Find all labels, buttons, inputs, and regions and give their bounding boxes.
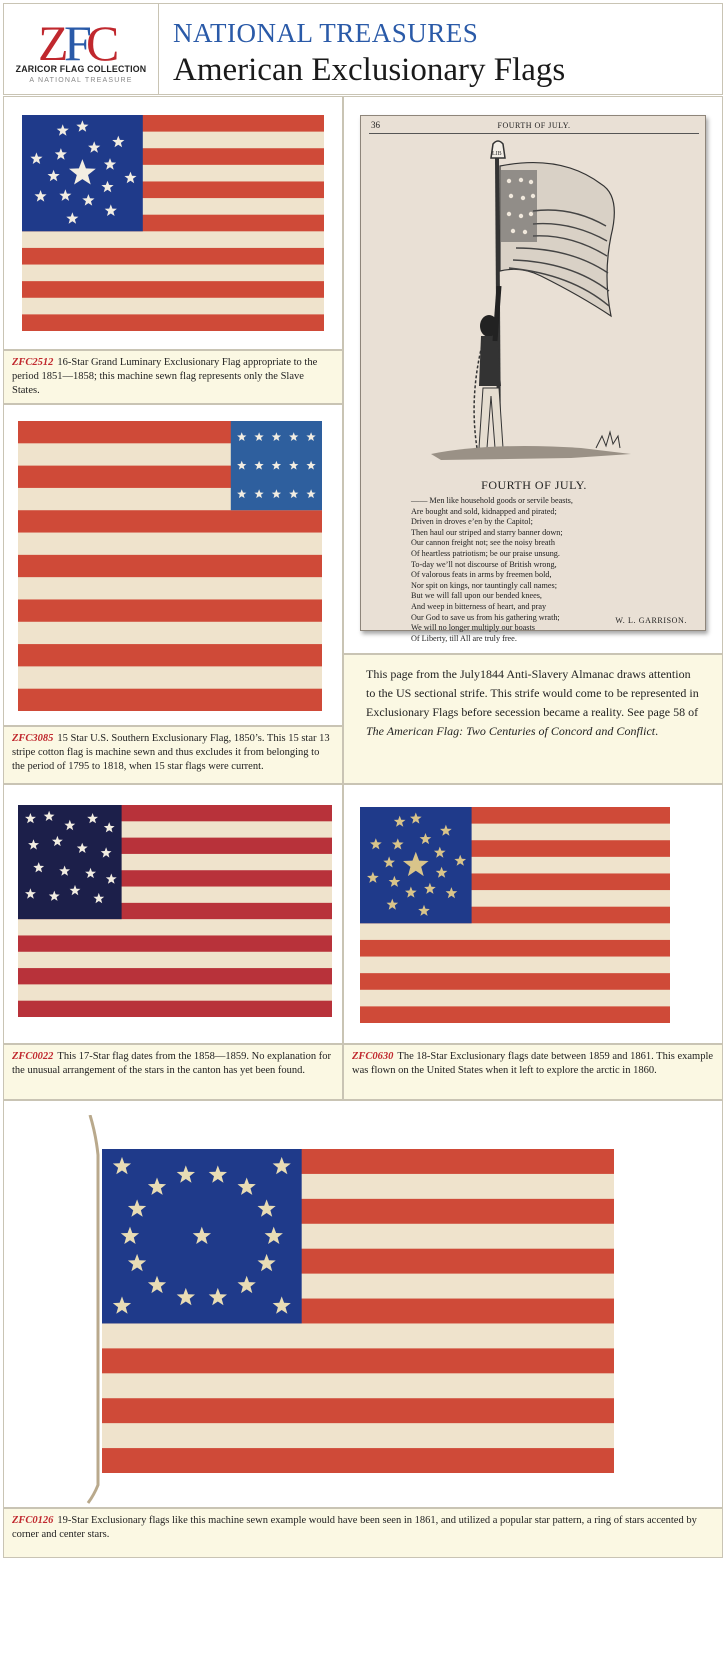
poem-line: Our God to save us from his gathering wrath; xyxy=(411,612,560,622)
title-panel xyxy=(159,3,723,95)
flag-stripe xyxy=(18,984,332,1001)
flag-stripe xyxy=(18,952,332,969)
flag-stripe xyxy=(360,940,670,957)
caption-zfc0630 xyxy=(343,1044,723,1100)
ground xyxy=(431,446,631,460)
book-title: The American Flag: Two Centuries of Concord and Conflict xyxy=(366,724,656,738)
freedom-illustration-icon xyxy=(421,136,661,466)
almanac-page xyxy=(360,115,706,643)
flag-rope-icon xyxy=(84,1115,104,1505)
caption-zfc3085 xyxy=(3,726,343,784)
catalog-code: ZFC2512 xyxy=(12,357,54,368)
flag-stripe xyxy=(22,265,324,282)
poem-line: But we will fall upon our bended knees, xyxy=(411,591,542,601)
poem-line: Of Liberty, till All are truly free. xyxy=(411,633,517,643)
flag-stripe xyxy=(18,968,332,985)
flag-stripe xyxy=(102,1423,614,1448)
flag-photo-zfc2512 xyxy=(3,96,343,350)
caption-zfc0126 xyxy=(3,1508,723,1558)
cap-label: LIB xyxy=(492,151,502,157)
logo-tagline: A NATIONAL TREASURE xyxy=(29,77,133,84)
poem-line: Of valorous feats in arms by freemen bold, xyxy=(411,570,552,580)
logo-name: ZARICOR FLAG COLLECTION xyxy=(15,64,147,74)
caption-text: The 18-Star Exclusionary flags date between 1859 and 1861. This example was flown on the United States when it left to explore the arctic in 1860. xyxy=(352,1051,714,1076)
flag-stripe xyxy=(102,1323,614,1348)
poem-line: Our cannon freight not; see the noisy breath xyxy=(411,538,555,548)
flag-photo-zfc3085 xyxy=(3,404,343,726)
logo-letter-f: F xyxy=(64,15,92,70)
catalog-code: ZFC0630 xyxy=(352,1051,394,1062)
flag-stripe xyxy=(22,248,324,265)
flag-stripe xyxy=(18,666,322,689)
flag-16-star-icon xyxy=(22,115,324,331)
flag-stripe xyxy=(18,1001,332,1017)
flag-15-star-icon xyxy=(18,421,322,711)
caption-zfc0022 xyxy=(3,1044,343,1100)
section-heading: NATIONAL TREASURES xyxy=(173,18,479,48)
poem-line: And weep in bitterness of heart, and pray xyxy=(411,601,547,611)
description-text: This page from the July1844 Anti-Slavery Almanac draws attention to the US sectional strife. This strife would come to be represented in Exclusionary Flags before secession became a reality. See page 58 of xyxy=(366,667,699,719)
flag-stripe xyxy=(18,510,322,533)
catalog-code: ZFC3085 xyxy=(12,733,54,744)
poem-line: Are bought and sold, kidnapped and pirated; xyxy=(411,506,557,516)
grass xyxy=(596,432,620,448)
flag-stripe xyxy=(102,1373,614,1398)
poem-line: Nor spit on kings, nor tauntingly call names; xyxy=(411,580,557,590)
caption-zfc2512 xyxy=(3,350,343,404)
poem-line: Then haul our striped and starry banner down; xyxy=(411,527,563,537)
flag-stripe xyxy=(22,281,324,298)
flag-stripe xyxy=(360,923,670,940)
illustration-title: FOURTH OF JULY. xyxy=(481,478,587,492)
flag-photo-zfc0126 xyxy=(3,1100,723,1508)
flag-stripe xyxy=(102,1398,614,1423)
page-title: American Exclusionary Flags xyxy=(173,52,566,88)
poem-line: Driven in droves e’en by the Capitol; xyxy=(411,517,533,527)
poem-line: —— Men like household goods or servile beasts, xyxy=(411,496,573,505)
description-end: . xyxy=(655,724,659,738)
flag-stripe xyxy=(360,973,670,990)
caption-text: 16-Star Grand Luminary Exclusionary Flag appropriate to the period 1851—1858; this machine sewn flag represents only the Slave States. xyxy=(12,357,318,396)
flag-stripe xyxy=(360,1006,670,1023)
catalog-code: ZFC0022 xyxy=(12,1051,54,1062)
zfc-logo-icon xyxy=(4,10,158,70)
flag-stripe xyxy=(22,298,324,315)
flag-stripe xyxy=(360,957,670,974)
flag-stripe xyxy=(22,314,324,331)
flag-stripe xyxy=(18,555,322,578)
flag-photo-zfc0022 xyxy=(3,784,343,1044)
flag-stripe xyxy=(18,577,322,600)
logo-panel xyxy=(3,3,159,95)
flag-stripe xyxy=(18,533,322,556)
catalog-code: ZFC0126 xyxy=(12,1515,54,1526)
flag-stripe xyxy=(18,599,322,622)
poem-author: W. L. GARRISON. xyxy=(615,616,687,625)
flag-stripe xyxy=(18,935,332,952)
caption-text: 15 Star U.S. Southern Exclusionary Flag, 1850’s. This 15 star 13 stripe cotton flag is machine sewn and thus excludes it from belonging to the period of 1795 to 1818, when 15 star flags were current. xyxy=(12,733,330,772)
flag-stripe xyxy=(102,1348,614,1373)
flag-stripe xyxy=(22,231,324,248)
poem-line: Of heartless patriotism; be our praise unsung. xyxy=(411,548,560,558)
flag-stripe xyxy=(18,644,322,667)
poem-line: We will no longer multiply our boasts xyxy=(411,623,535,633)
caption-text: This 17-Star flag dates from the 1858—1859. No explanation for the unusual arrangement of the stars in the canton has yet been found. xyxy=(12,1051,331,1076)
flag-19-star-icon xyxy=(102,1149,614,1473)
flag-stripe xyxy=(102,1448,614,1473)
flag-stripe xyxy=(18,919,332,936)
almanac-page-header: FOURTH OF JULY. xyxy=(497,121,571,130)
logo-letter-c: C xyxy=(86,15,120,70)
caption-text: 19-Star Exclusionary flags like this machine sewn example would have been seen in 1861, and utilized a popular star pattern, a ring of stars accented by corner and center stars. xyxy=(12,1515,697,1540)
flag-photo-zfc0630 xyxy=(343,784,723,1044)
poem-line: To-day we’ll not discourse of British wrong, xyxy=(411,559,557,569)
flag-18-star-icon xyxy=(360,807,670,1023)
divider xyxy=(369,133,699,134)
flag-17-star-icon xyxy=(18,805,332,1017)
flag-stripe xyxy=(360,990,670,1007)
almanac-description xyxy=(343,654,723,784)
figure-legs xyxy=(479,388,503,448)
flag-stripe xyxy=(18,689,322,711)
logo-letter-z: Z xyxy=(38,15,69,70)
flag-stripe xyxy=(18,622,322,645)
almanac-panel xyxy=(343,96,723,654)
almanac-page-number: 36 xyxy=(371,120,380,130)
